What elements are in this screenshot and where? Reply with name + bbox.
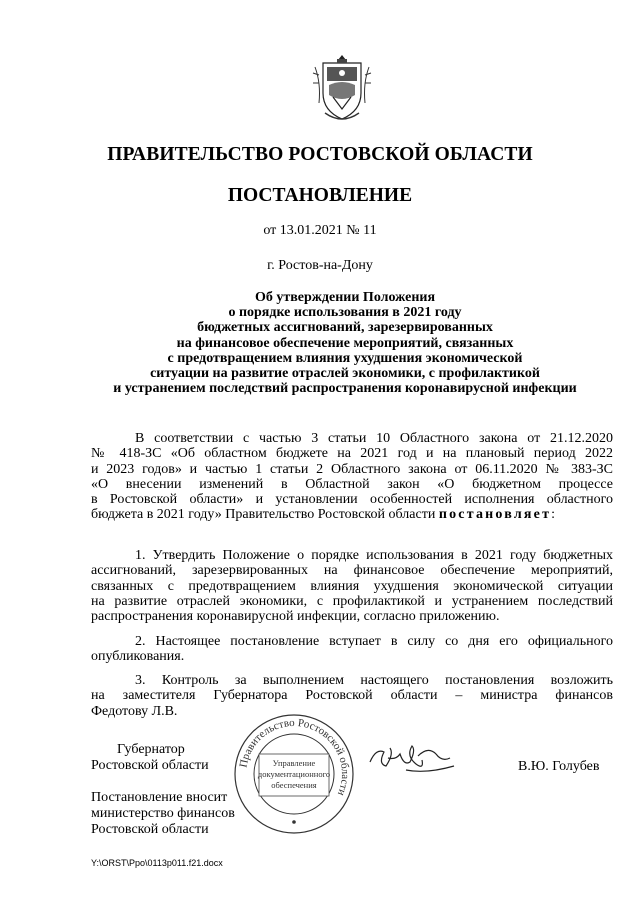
preamble-line: № 418-ЗС «Об областном бюджете на 2021 год и на плановый период 2022 <box>91 446 613 462</box>
document-title <box>80 290 610 396</box>
item-1-line: на развитие отраслей экономики, с профилактикой и устранением последствий <box>91 593 613 609</box>
item-1-line: 1. Утвердить Положение о порядке использования в 2021 году бюджетных <box>135 548 613 563</box>
title-line: с предотвращением влияния ухудшения экономической <box>167 350 523 366</box>
stamp-center-line: документационного <box>257 769 331 779</box>
note-line: министерство финансов <box>91 806 235 821</box>
preamble-line-text: бюджета в 2021 году» Правительство Ростовской области <box>91 507 436 523</box>
official-stamp <box>233 712 355 836</box>
title-line: Об утверждении Положения <box>254 290 436 305</box>
signer-position-line: Ростовской области <box>91 758 209 773</box>
item-3-line: 3. Контроль за выполнением настоящего постановления возложить <box>135 673 613 688</box>
coat-of-arms-emblem <box>311 53 373 125</box>
document-city: г. Ростов-на-Дону <box>267 258 373 273</box>
stamp-center-line: Управление <box>272 758 316 768</box>
item-2-line: 2. Настоящее постановление вступает в силу со дня его официального <box>135 634 613 649</box>
preamble-last-line <box>91 507 613 522</box>
signer-name: В.Ю. Голубев <box>518 759 600 774</box>
preamble-paragraph <box>91 431 613 523</box>
title-line: на финансовое обеспечение мероприятий, связанных <box>176 335 514 351</box>
item-1-line: распространения коронавирусной инфекции, согласно приложению. <box>91 609 500 625</box>
signer-position-line: Губернатор <box>117 742 185 757</box>
signer-position <box>91 742 209 774</box>
item-1-line: ассигнований, зарезервированных на финансовое обеспечение мероприятий, <box>91 563 613 579</box>
decree-colon: : <box>551 507 556 523</box>
title-line: и устранением последствий распространения коронавирусной инфекции <box>113 381 577 397</box>
item-2-line: опубликования. <box>91 649 185 665</box>
note-line: Ростовской области <box>91 822 209 837</box>
handwritten-signature <box>366 740 456 780</box>
item-1-paragraph <box>91 548 613 624</box>
preamble-line: и 2023 годов» и частью 1 статьи 2 Областного закона от 06.11.2020 № 383-ЗС <box>91 461 613 477</box>
title-line: о порядке использования в 2021 году <box>228 305 462 321</box>
decree-word: постановляет <box>438 507 552 523</box>
title-line: ситуации на развитие отраслей экономики, с профилактикой <box>150 366 540 382</box>
document-type: ПОСТАНОВЛЕНИЕ <box>227 185 413 206</box>
submitted-by-note <box>91 790 235 838</box>
note-line: Постановление вносит <box>91 790 228 805</box>
stamp-center-line: обеспечения <box>271 780 317 790</box>
item-3-line: Федотову Л.В. <box>91 703 178 719</box>
preamble-line: в Ростовской области» и установлении особенностей исполнения областного <box>91 492 613 508</box>
preamble-line: «О внесении изменений в Областной закон «О бюджетном процессе <box>91 476 613 492</box>
item-1-line: связанных с предотвращением влияния ухудшения экономической ситуации <box>91 578 613 594</box>
document-date-number: от 13.01.2021 № 11 <box>263 223 377 238</box>
item-2-paragraph <box>91 634 613 665</box>
stamp-ring-text: Правительство Ростовской области <box>237 716 352 798</box>
preamble-line: В соответствии с частью 3 статьи 10 Областного закона от 21.12.2020 <box>135 431 613 446</box>
file-path: Y:\ORST\Ppo\0113p011.f21.docx <box>91 858 223 868</box>
item-3-line: на заместителя Губернатора Ростовской области – министра финансов <box>91 688 613 704</box>
title-line: бюджетных ассигнований, зарезервированных <box>197 320 493 336</box>
government-name: ПРАВИТЕЛЬСТВО РОСТОВСКОЙ ОБЛАСТИ <box>107 144 533 165</box>
